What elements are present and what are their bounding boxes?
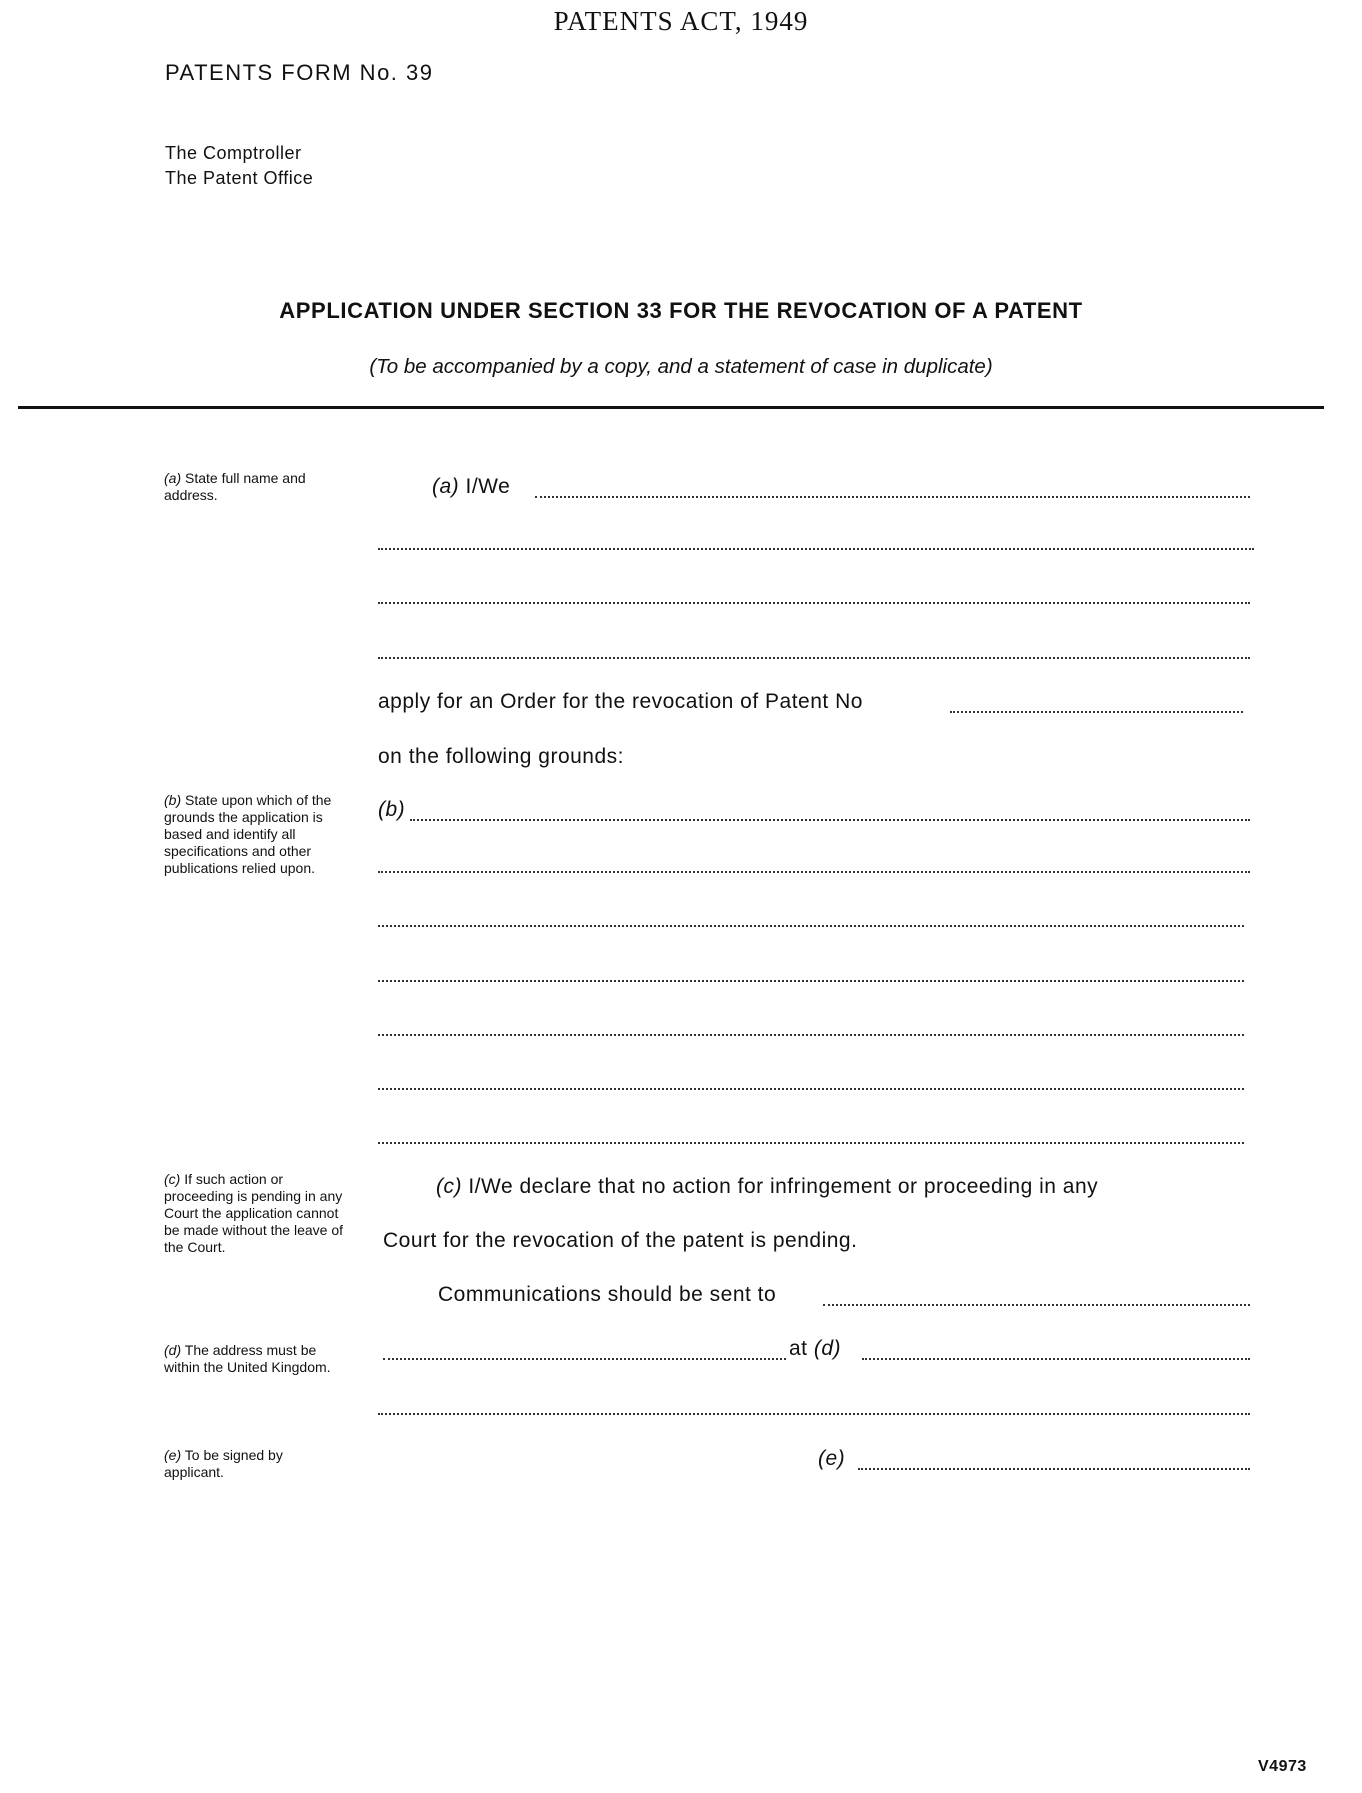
- declaration-line-2: Court for the revocation of the patent is pending.: [383, 1229, 858, 1252]
- communications-text: Communications should be sent to: [438, 1283, 777, 1306]
- apply-text: apply for an Order for the revocation of Patent No: [378, 690, 863, 713]
- uk-address-field-2[interactable]: [378, 1413, 1250, 1415]
- note-b: [164, 792, 342, 877]
- grounds-field-7[interactable]: [378, 1142, 1244, 1144]
- form-reference-code: V4973: [1258, 1758, 1307, 1775]
- note-e-text: To be signed by applicant.: [164, 1447, 283, 1480]
- grounds-field-1[interactable]: [410, 819, 1250, 821]
- grounds-field-3[interactable]: [378, 925, 1244, 927]
- a-marker: (a): [432, 475, 460, 498]
- c-marker: (c): [436, 1175, 462, 1198]
- applicant-address-field-1[interactable]: [378, 548, 1254, 550]
- communications-name-field-2[interactable]: [383, 1358, 786, 1360]
- note-b-text: State upon which of the grounds the application is based and identify all specifications and other publications relied upon.: [164, 792, 332, 876]
- note-c-text: If such action or proceeding is pending in any Court the application cannot be made without the leave of the Court.: [164, 1171, 344, 1255]
- grounds-text: on the following grounds:: [378, 745, 624, 768]
- at-text: at: [789, 1337, 808, 1360]
- applicant-label: [432, 475, 510, 499]
- note-a: [164, 470, 334, 504]
- note-c: [164, 1171, 346, 1256]
- act-title: PATENTS ACT, 1949: [553, 6, 809, 36]
- note-a-text: State full name and address.: [164, 470, 306, 503]
- grounds-field-6[interactable]: [378, 1088, 1244, 1090]
- communications-name-field[interactable]: [823, 1304, 1250, 1306]
- uk-address-field-1[interactable]: [862, 1358, 1250, 1360]
- applicant-address-field-2[interactable]: [378, 602, 1250, 604]
- addressee-line-1: The Comptroller: [165, 143, 302, 163]
- grounds-field-4[interactable]: [378, 980, 1244, 982]
- iwe-text: I/We: [465, 475, 511, 498]
- note-e: [164, 1447, 334, 1481]
- title-divider: [18, 406, 1324, 409]
- grounds-field-2[interactable]: [378, 871, 1250, 873]
- form-subtitle: (To be accompanied by a copy, and a statement of case in duplicate): [369, 355, 993, 378]
- applicant-name-field[interactable]: [535, 496, 1250, 498]
- note-c-marker: (c): [164, 1171, 181, 1187]
- e-marker: (e): [818, 1447, 846, 1470]
- declaration-text: I/We declare that no action for infringement or proceeding in any: [468, 1175, 1099, 1198]
- signature-field[interactable]: [858, 1468, 1250, 1470]
- patent-number-field[interactable]: [950, 711, 1243, 713]
- note-b-marker: (b): [164, 792, 182, 808]
- note-a-marker: (a): [164, 470, 182, 486]
- note-d-marker: (d): [164, 1342, 182, 1358]
- declaration-line-1: [436, 1175, 1098, 1199]
- note-e-marker: (e): [164, 1447, 182, 1463]
- form-number: PATENTS FORM No. 39: [165, 60, 434, 85]
- grounds-field-5[interactable]: [378, 1034, 1244, 1036]
- b-marker: (b): [378, 798, 406, 821]
- applicant-address-field-3[interactable]: [378, 657, 1250, 659]
- d-marker: (d): [813, 1337, 842, 1360]
- address-at-label: [789, 1337, 841, 1361]
- form-title: APPLICATION UNDER SECTION 33 FOR THE REVOCATION OF A PATENT: [279, 298, 1083, 323]
- note-d-text: The address must be within the United Kingdom.: [164, 1342, 331, 1375]
- note-d: [164, 1342, 339, 1376]
- addressee-line-2: The Patent Office: [165, 168, 314, 188]
